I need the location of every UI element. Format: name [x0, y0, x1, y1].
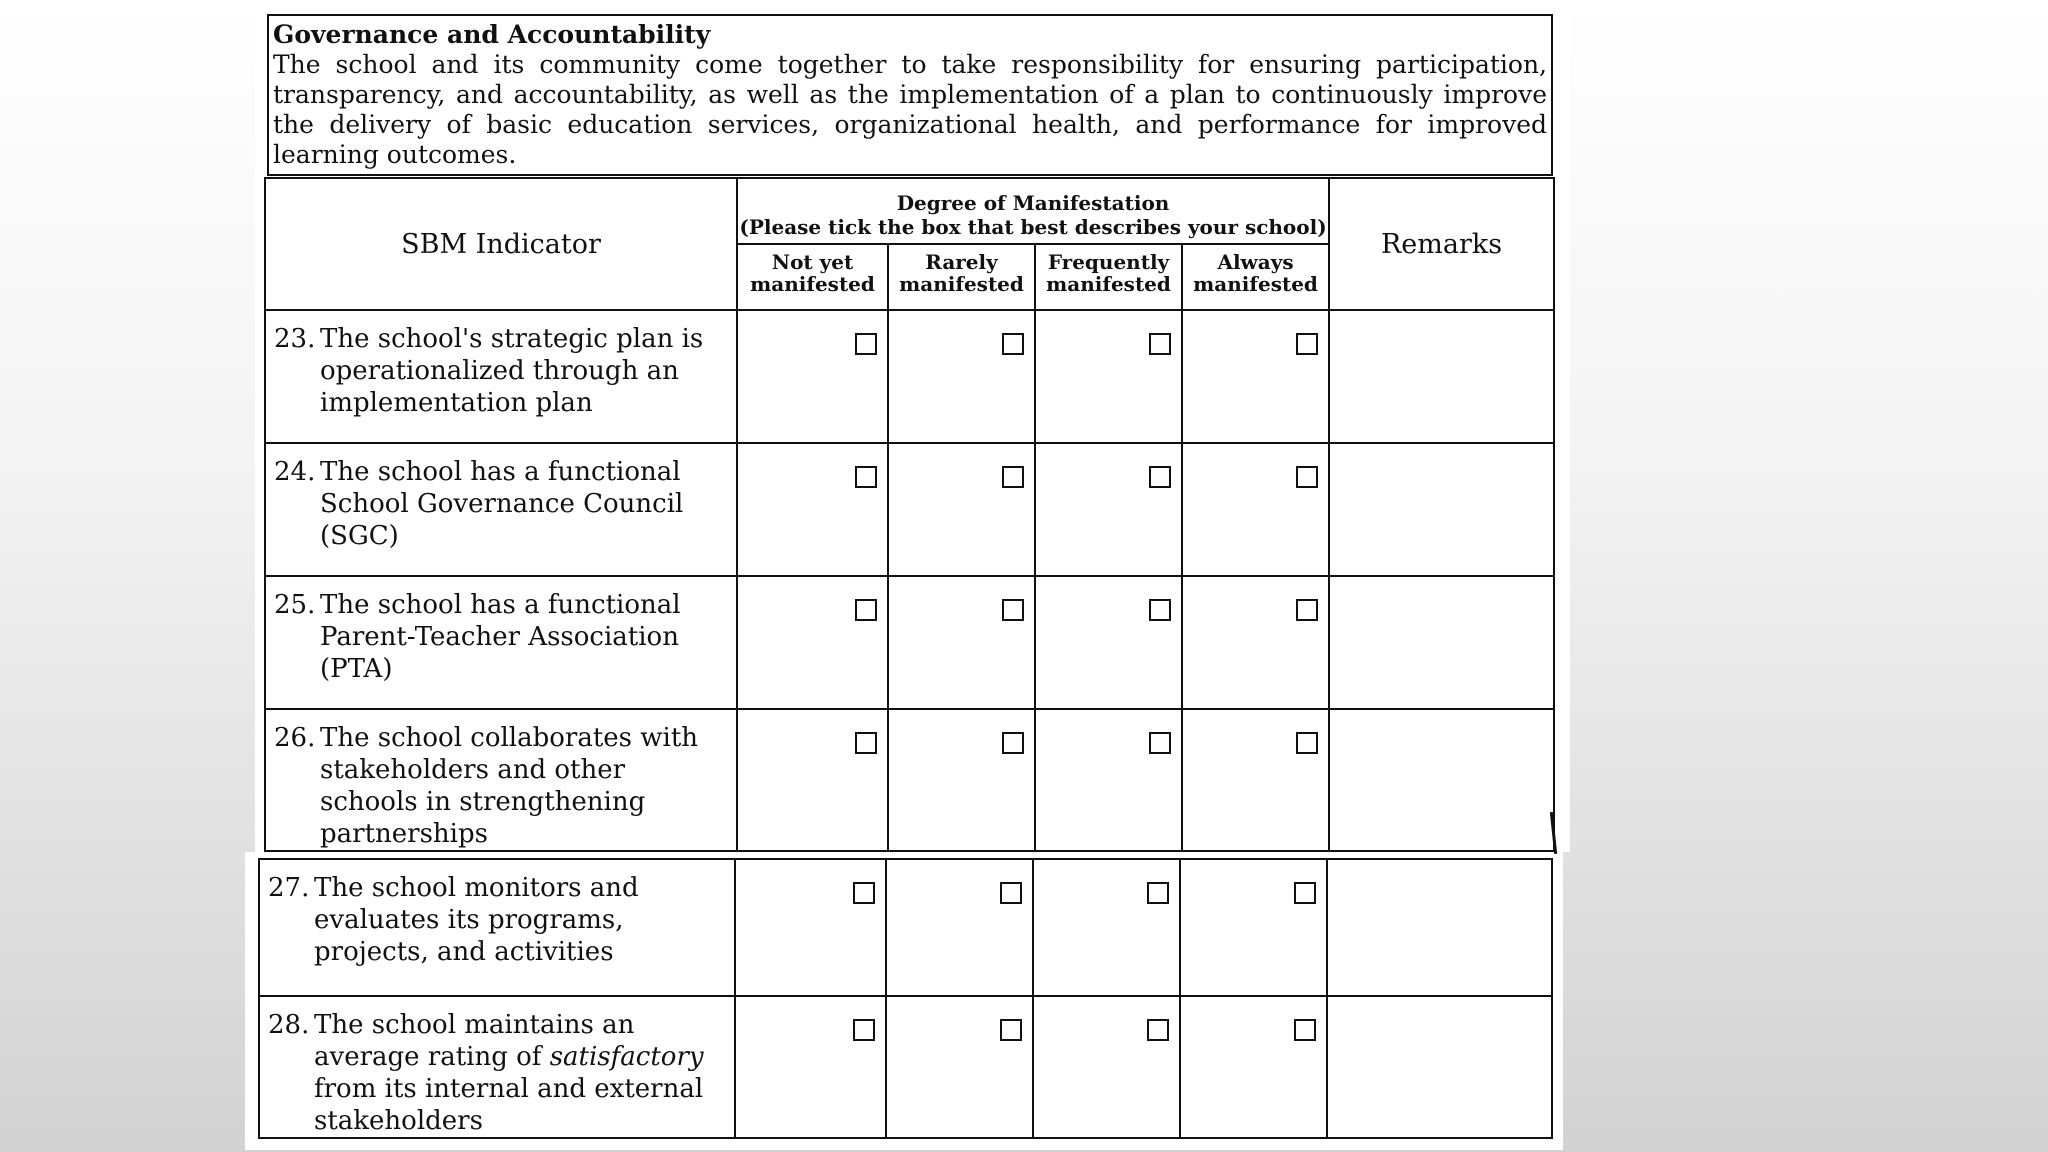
checkbox-always[interactable] [1296, 466, 1318, 488]
table-row [265, 576, 1554, 709]
checkbox-always[interactable] [1296, 599, 1318, 621]
degree-header-cell [737, 178, 1329, 244]
indicator-number: 27. [268, 873, 310, 903]
section-intro [267, 14, 1553, 176]
table-row [259, 859, 1552, 996]
checkbox-rarely[interactable] [1002, 466, 1024, 488]
indicator-number: 28. [268, 1010, 310, 1040]
checkbox-not-yet[interactable] [853, 882, 875, 904]
indicator-number: 26. [274, 723, 316, 753]
checkbox-frequently[interactable] [1149, 333, 1171, 355]
remarks-cell[interactable] [1327, 996, 1552, 1138]
indicator-text-end: from its internal and external stakeholders [314, 1074, 704, 1136]
remarks-cell[interactable] [1329, 576, 1554, 709]
remarks-cell[interactable] [1329, 310, 1554, 443]
indicator-header: SBM Indicator [265, 178, 737, 310]
indicator-cell [265, 310, 737, 443]
col-header-not-yet: Not yet manifested [737, 244, 888, 310]
checkbox-frequently[interactable] [1147, 1019, 1169, 1041]
checkbox-rarely[interactable] [1002, 732, 1024, 754]
table-row [259, 996, 1552, 1138]
checkbox-always[interactable] [1294, 882, 1316, 904]
remarks-header: Remarks [1329, 178, 1554, 310]
degree-instruction: (Please tick the box that best describes your school) [739, 215, 1327, 239]
checkbox-not-yet[interactable] [855, 732, 877, 754]
col-header-frequently: Frequently manifested [1035, 244, 1182, 310]
remarks-cell[interactable] [1329, 709, 1554, 851]
indicator-text: The school monitors and evaluates its programs, projects, and activities [314, 873, 639, 967]
checkbox-frequently[interactable] [1149, 732, 1171, 754]
sbm-table-part-2 [258, 858, 1553, 1139]
sbm-table-part-1 [264, 177, 1555, 852]
indicator-text: The school has a functional Parent-Teacher Association (PTA) [320, 590, 681, 684]
table-row [265, 709, 1554, 851]
indicator-text-emphasis: satisfactory [549, 1042, 704, 1072]
indicator-cell [265, 576, 737, 709]
checkbox-not-yet[interactable] [853, 1019, 875, 1041]
indicator-text: The school collaborates with stakeholders and other schools in strengthening partnerships [320, 723, 699, 849]
checkbox-always[interactable] [1294, 1019, 1316, 1041]
checkbox-rarely[interactable] [1000, 882, 1022, 904]
checkbox-always[interactable] [1296, 732, 1318, 754]
indicator-cell [259, 859, 735, 996]
table-row [265, 310, 1554, 443]
checkbox-not-yet[interactable] [855, 599, 877, 621]
indicator-cell [265, 709, 737, 851]
indicator-text: The school has a functional School Governance Council (SGC) [320, 457, 684, 551]
checkbox-rarely[interactable] [1002, 599, 1024, 621]
remarks-cell[interactable] [1327, 859, 1552, 996]
checkbox-frequently[interactable] [1149, 466, 1171, 488]
checkbox-rarely[interactable] [1002, 333, 1024, 355]
indicator-cell [265, 443, 737, 576]
checkbox-frequently[interactable] [1149, 599, 1171, 621]
indicator-cell [259, 996, 735, 1138]
indicator-number: 24. [274, 457, 316, 487]
indicator-text: The school's strategic plan is operationalized through an implementation plan [320, 324, 704, 418]
degree-header: Degree of Manifestation [896, 191, 1170, 215]
col-header-rarely: Rarely manifested [888, 244, 1035, 310]
remarks-cell[interactable] [1329, 443, 1554, 576]
indicator-text [314, 1009, 720, 1137]
indicator-text-start: The school maintains an average rating of [314, 1010, 635, 1072]
indicator-number: 23. [274, 324, 316, 354]
checkbox-always[interactable] [1296, 333, 1318, 355]
col-header-always: Always manifested [1182, 244, 1329, 310]
checkbox-not-yet[interactable] [855, 333, 877, 355]
section-description: The school and its community come together to take responsibility for ensuring participation, transparency, and accountability, as well as the implementation of a plan to continuously improve the delivery of basic education services, organizational health, and performance for improved learning outcomes. [273, 50, 1547, 169]
indicator-number: 25. [274, 590, 316, 620]
checkbox-frequently[interactable] [1147, 882, 1169, 904]
section-title: Governance and Accountability [273, 20, 711, 49]
checkbox-not-yet[interactable] [855, 466, 877, 488]
checkbox-rarely[interactable] [1000, 1019, 1022, 1041]
table-row [265, 443, 1554, 576]
